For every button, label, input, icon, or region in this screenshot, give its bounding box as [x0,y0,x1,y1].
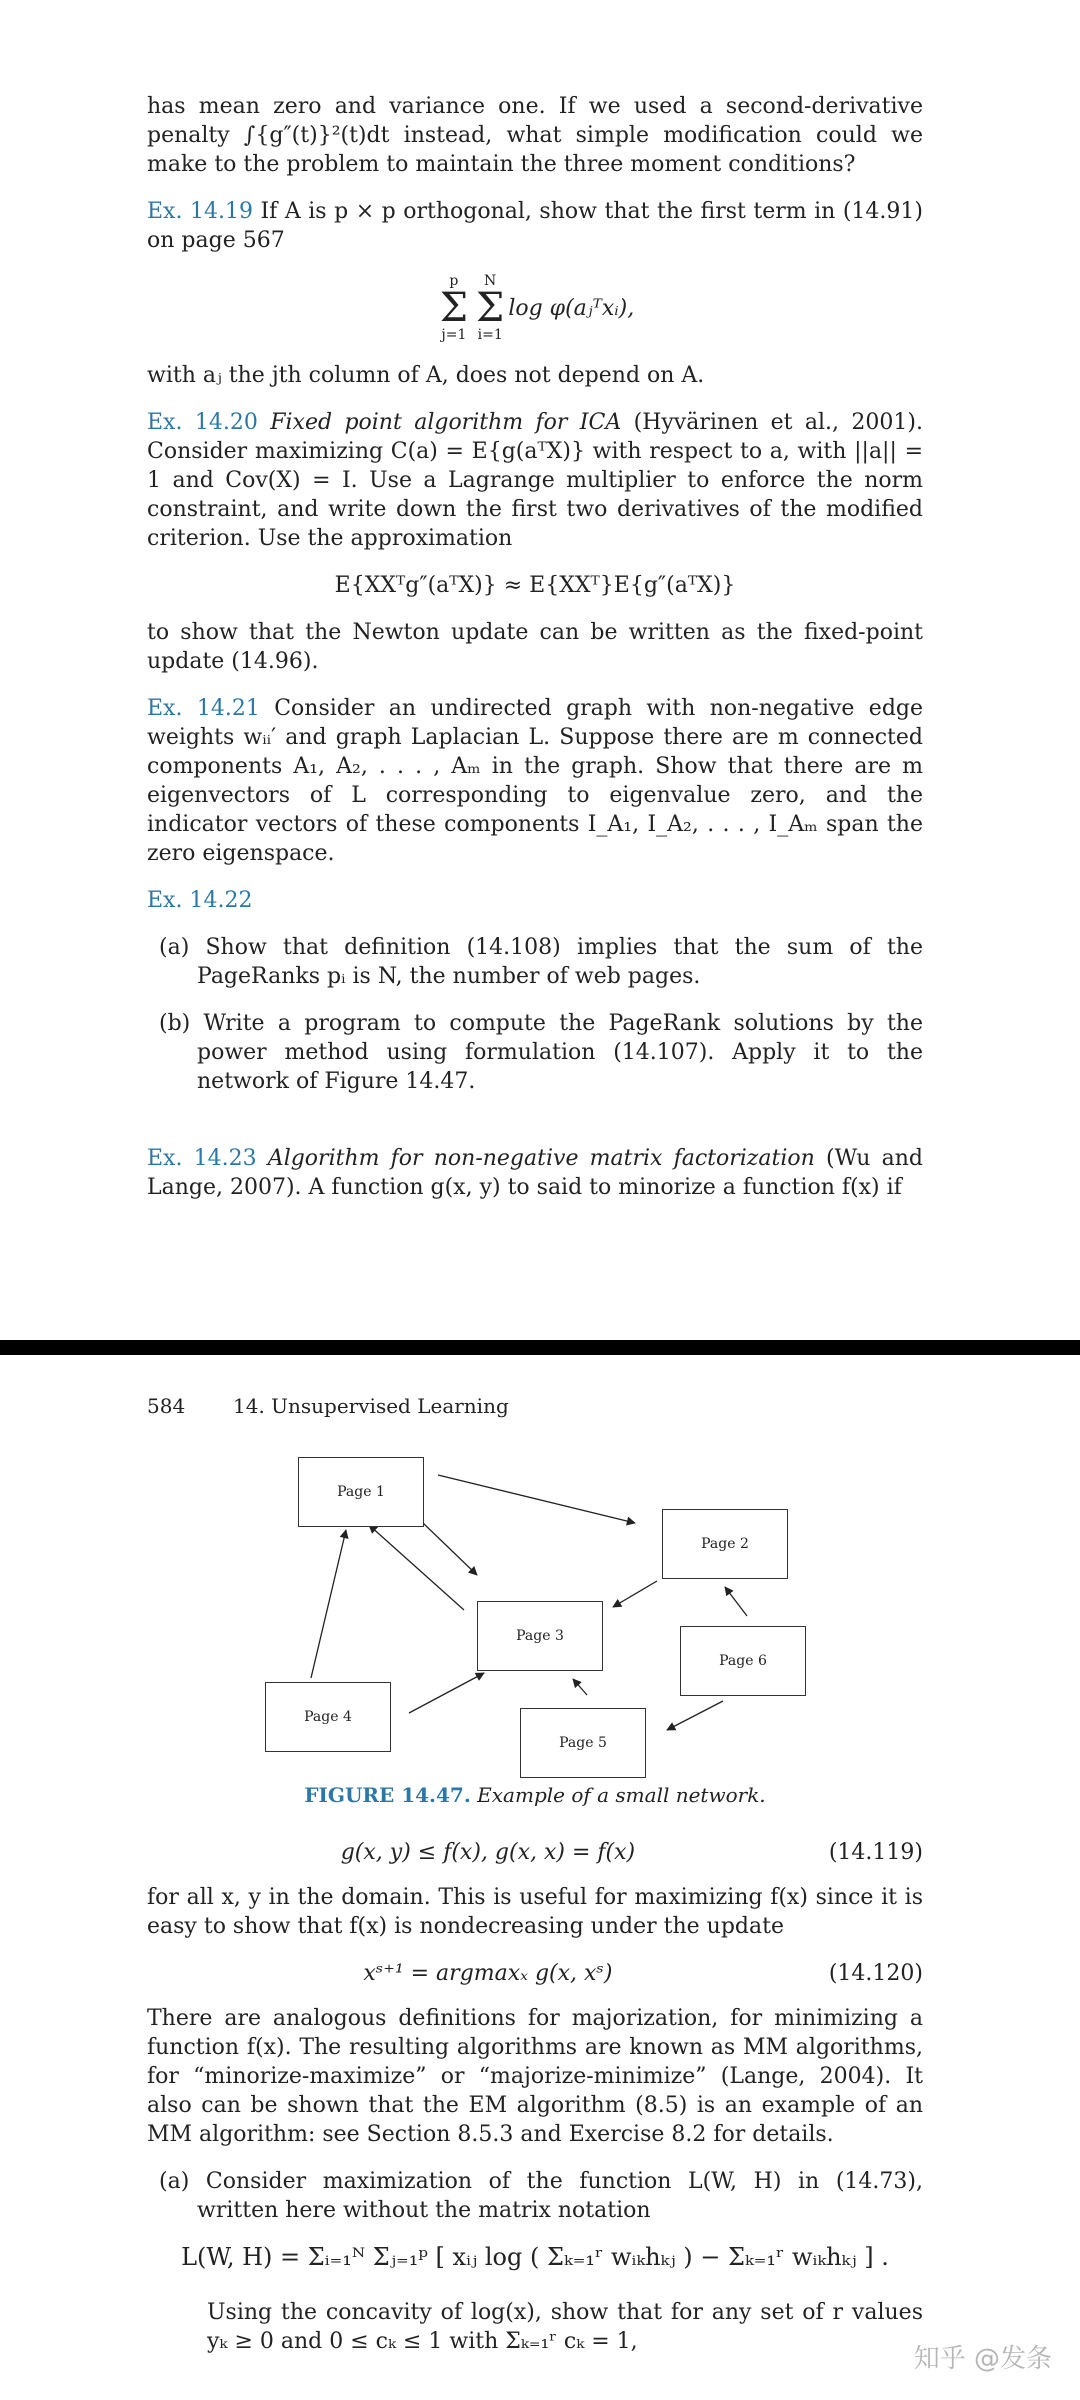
equation-14-120 [147,1959,923,1988]
node-page-5: Page 5 [520,1708,646,1778]
node-page-2: Page 2 [662,1509,788,1579]
equation-body: log φ(aⱼᵀxᵢ), [508,295,635,321]
edge-page6-page2 [725,1587,747,1616]
page-number: 584 [147,1394,186,1418]
node-page-3: Page 3 [477,1601,603,1671]
node-page-1: Page 1 [298,1457,424,1527]
equation-14-119 [147,1838,923,1867]
exercise-label: Ex. 14.21 [147,696,260,721]
exercise-14-19-after: with aⱼ the jth column of A, does not depend on A. [147,363,705,388]
running-header [147,1392,923,1421]
para-concavity: Using the concavity of log(x), show that for any set of r values yₖ ≥ 0 and 0 ≤ cₖ ≤ 1 with Σₖ₌₁ʳ cₖ = 1, [207,2300,923,2354]
para-domain: for all x, y in the domain. This is useful for maximizing f(x) since it is easy to show that f(x) is nondecreasing under the update [147,1885,923,1939]
equation-double-sum [147,273,923,343]
equation-body: xˢ⁺¹ = argmaxₓ g(x, xˢ) [363,1961,613,1986]
watermark: 知乎 @发条 [913,2344,1052,2374]
exercise-14-19 [147,197,923,255]
equation-number: (14.119) [828,1840,923,1865]
para-moment-conditions: has mean zero and variance one. If we used a second-derivative penalty ∫{g″(t)}²(t)dt instead, what simple modification could we make to the problem to maintain the three moment conditions? [147,94,923,177]
edge-page2-page3 [613,1581,657,1607]
chapter-title: 14. Unsupervised Learning [233,1394,509,1418]
exercise-14-21 [147,694,923,868]
exercise-item-a: (a) Show that definition (14.108) implies that the sum of the PageRanks pᵢ is N, the number of web pages. [159,935,923,989]
edge-page4-page1 [311,1530,346,1678]
sum-symbol: N Σ i=1 [476,273,505,343]
exercise-label: Ex. 14.22 [147,888,253,913]
equation-likelihood: L(W, H) = Σᵢ₌₁ᴺ Σⱼ₌₁ᵖ [ xᵢⱼ log ( Σₖ₌₁ʳ wᵢₖhₖⱼ ) − Σₖ₌₁ʳ wᵢₖhₖⱼ ] . [181,2243,889,2271]
edge-page3-page1 [369,1525,464,1610]
exercise-14-23 [147,1144,923,1202]
para-majorization: There are analogous definitions for majorization, for minimizing a function f(x). The resulting algorithms are known as MM algorithms, for “minorize-maximize” or “majorize-minimize” (Lange, 2004). It also can be shown that the EM algorithm (8.5) is an example of an MM algorithm: see Section 8.5.3 and Exercise 8.2 for details. [147,2006,923,2147]
equation-number: (14.120) [828,1961,923,1986]
edge-page4-page3 [409,1673,484,1713]
equation-body: g(x, y) ≤ f(x), g(x, x) = f(x) [340,1840,636,1865]
sum-symbol: p Σ j=1 [439,273,469,343]
edge-page5-page3 [573,1679,587,1695]
network-figure [147,1445,923,1775]
edge-page1-page3 [423,1523,477,1575]
node-page-6: Page 6 [680,1626,806,1696]
exercise-14-22 [147,886,923,915]
equation-approximation: E{XXᵀg″(aᵀX)} ≈ E{XXᵀ}E{g″(aᵀX)} [334,573,736,598]
item-a: (a) Consider maximization of the function L(W, H) in (14.73), written here without the matrix notation [159,2169,923,2223]
node-page-4: Page 4 [265,1682,391,1752]
exercise-label: Ex. 14.23 [147,1146,257,1171]
exercise-text: If A is p × p orthogonal, show that the first term in (14.91) on page 567 [147,199,924,253]
exercise-14-20-after: to show that the Newton update can be written as the fixed-point update (14.96). [147,620,923,674]
exercise-title: Algorithm for non-negative matrix factorization [256,1146,815,1171]
exercise-text: (Hyvärinen et al., 2001). Consider maximizing C(a) = E{g(aᵀX)} with respect to a, with ||a|| = 1 and Cov(X) = I. Use a Lagrange multiplier to enforce the norm constraint, and write down the first two derivatives of the modified criterion. Use the approximation [147,410,924,551]
figure-label: FIGURE 14.47. [304,1783,471,1807]
edge-page1-page2 [438,1475,635,1523]
exercise-label: Ex. 14.19 [147,199,253,224]
figure-caption [147,1781,923,1810]
edge-page6-page5 [667,1701,723,1730]
bottom-page [147,1392,923,2374]
exercise-item-b: (b) Write a program to compute the PageRank solutions by the power method using formulation (14.107). Apply it to the network of Figure 14.47. [159,1011,923,1094]
exercise-text: (Wu and Lange, 2007). A function g(x, y) to said to minorize a function f(x) if [147,1146,924,1200]
exercise-label: Ex. 14.20 [147,410,258,435]
exercise-title: Fixed point algorithm for ICA [257,410,622,435]
page-divider [0,1340,1080,1355]
exercise-text: Consider an undirected graph with non-negative edge weights wᵢᵢ′ and graph Laplacian L. Suppose there are m connected components A₁, A₂, . . . , Aₘ in the graph. Show that there are m eigenvectors of L corresponding to eigenvalue zero, and the indicator vectors of these components I_A₁, I_A₂, . . . , I_Aₘ span the zero eigenspace. [147,696,924,866]
exercise-14-20 [147,408,923,553]
top-page [147,92,923,1220]
figure-caption-text: Example of a small network. [470,1783,766,1807]
